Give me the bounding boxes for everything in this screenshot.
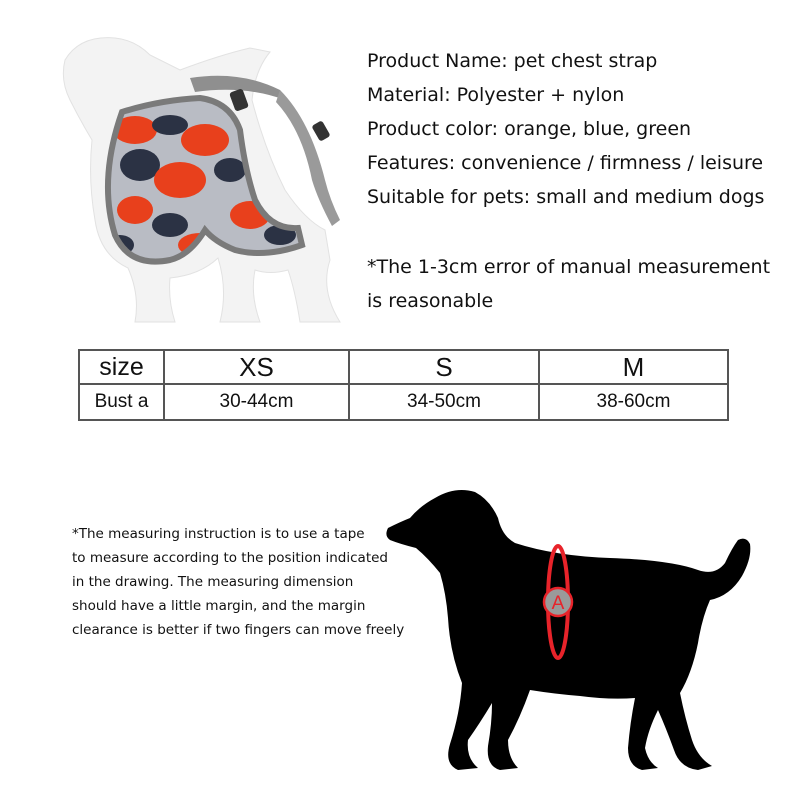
measurement-error-note: *The 1-3cm error of manual measurement is reasonable (367, 256, 771, 312)
product-specs (367, 44, 787, 214)
bust-value-xs: 30-44cm (164, 384, 349, 420)
bust-row-label: Bust a (79, 384, 164, 420)
size-header-label: size (79, 350, 164, 384)
measuring-instruction-line: should have a little margin, and the margin (72, 598, 366, 614)
spec-features: Features: convenience / firmness / leisure (367, 152, 764, 174)
dog-silhouette-diagram (380, 478, 770, 778)
bust-value-m: 38-60cm (539, 384, 728, 420)
measuring-instruction-line: clearance is better if two fingers can move freely (72, 622, 405, 638)
measuring-instruction-line: to measure according to the position indicated (72, 550, 388, 566)
bust-value-s: 34-50cm (349, 384, 539, 420)
spec-suitable-pets: Suitable for pets: small and medium dogs (367, 186, 765, 208)
spec-product-name: Product Name: pet chest strap (367, 50, 658, 72)
measuring-instruction-line: *The measuring instruction is to use a tape (72, 526, 365, 542)
spec-color: Product color: orange, blue, green (367, 118, 692, 140)
size-table-header-row (79, 350, 728, 384)
size-header-s: S (349, 350, 539, 384)
size-header-m: M (539, 350, 728, 384)
size-table-bust-row (79, 384, 728, 420)
measuring-instruction-line: in the drawing. The measuring dimension (72, 574, 354, 590)
size-header-xs: XS (164, 350, 349, 384)
spec-material: Material: Polyester + nylon (367, 84, 625, 106)
measuring-instruction (72, 522, 405, 642)
chest-marker-label: A (551, 593, 565, 614)
size-table (78, 349, 729, 421)
product-image (40, 30, 355, 330)
